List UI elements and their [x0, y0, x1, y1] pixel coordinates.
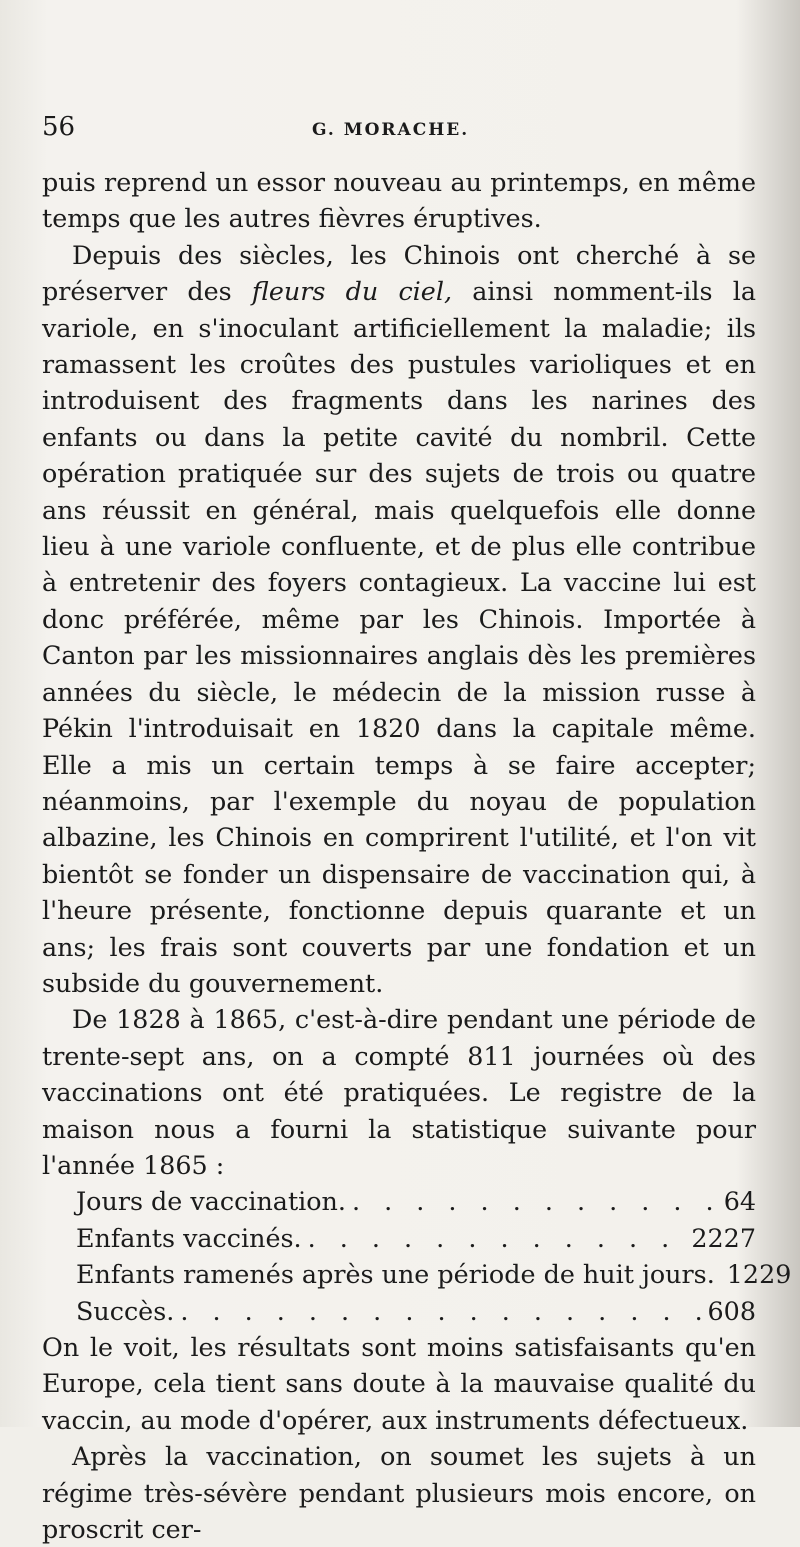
page-number: 56 [42, 112, 76, 142]
paragraph-2-rest: ainsi nomment-ils la variole, en s'inoculant artificiellement la maladie; ils ramassent les croûtes des pustules varioliques et en introduisent des fragments dans les narines des enfants ou dans la petite cavité du nombril. Cette opération pratiquée sur des sujets de trois ou quatre ans réussit en général, mais quelquefois elle donne lieu à une variole confluente, et de plus elle contribue à entretenir des foyers contagieux. La vaccine lui est donc préférée, même par les Chinois. Importée à Canton par les missionnaires anglais dès les premières années du siècle, le médecin de la mission russe à Pékin l'introduisait en 1820 dans la capitale même. Elle a mis un certain temps à se faire accepter; néanmoins, par l'exemple du noyau de population albazine, les Chinois en comprirent l'utilité, et l'on vit bientôt se fonder un dispensaire de vaccination qui, à l'heure présente, fonctionne depuis quarante et un ans; les frais sont couverts par une fondation et un subside du gouvernement. [42, 276, 756, 998]
stat-row [76, 1183, 756, 1219]
paragraph-2 [42, 237, 756, 1002]
paragraph-3: De 1828 à 1865, c'est-à-dire pendant une période de trente-sept ans, on a compté 811 journées où des vaccinations ont été pratiquées. Le registre de la maison nous a fourni la statistique suivante pour l'année 1865 : [42, 1004, 756, 1180]
stat-value: 608 [707, 1295, 756, 1326]
statistics-list [76, 1183, 792, 1329]
paragraph-5: Après la vaccination, on soumet les sujets à un régime très-sévère pendant plusieurs mois encore, on proscrit cer- [42, 1441, 756, 1545]
paragraph-2-start: Depuis des siècles, les Chinois ont cherché à se préserver des [42, 239, 756, 307]
italic-phrase: fleurs du ciel, [251, 276, 453, 307]
stat-row [76, 1220, 756, 1256]
stat-value: 2227 [691, 1222, 756, 1253]
stat-label: Enfants ramenés après une période de huit jours. [76, 1259, 715, 1290]
page-header [42, 112, 756, 152]
stat-row [76, 1256, 792, 1292]
stat-label: Enfants vaccinés. [76, 1222, 302, 1253]
running-head: G. MORACHE. [312, 120, 470, 140]
stat-row [76, 1293, 756, 1329]
paragraph-1: puis reprend un essor nouveau au printemps, en même temps que les autres fièvres éruptives. [42, 167, 756, 234]
stat-value: 64 [723, 1186, 756, 1217]
leader-dots [180, 1293, 701, 1329]
closing-text [42, 1329, 756, 1547]
stat-value: 1229 [726, 1259, 792, 1290]
leader-dots [308, 1220, 686, 1256]
stat-label: Succès. [76, 1295, 175, 1326]
body-text [42, 164, 756, 1183]
leader-dots [352, 1183, 718, 1219]
stat-label: Jours de vaccination. [76, 1186, 346, 1217]
paragraph-4: On le voit, les résultats sont moins satisfaisants qu'en Europe, cela tient sans doute à la mauvaise qualité du vaccin, au mode d'opérer, aux instruments défectueux. [42, 1332, 756, 1435]
